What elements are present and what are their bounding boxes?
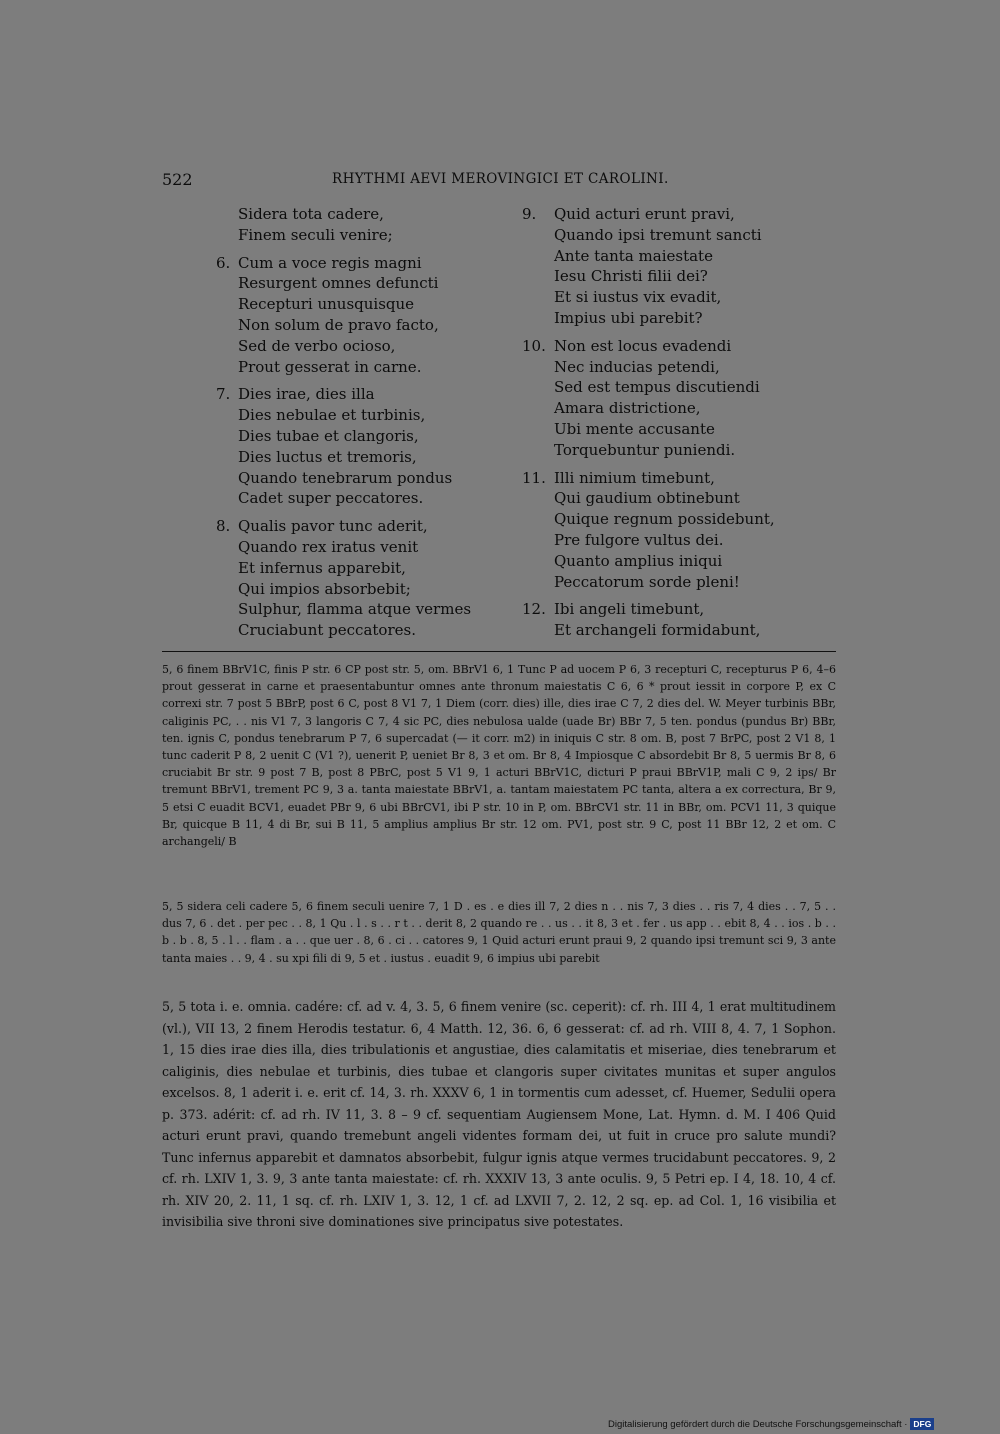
verse-line (522, 599, 822, 620)
verse-line (216, 599, 496, 620)
verse-line (522, 468, 822, 489)
verse-text: Sed de verbo ocioso, (238, 336, 396, 355)
verse-line (216, 384, 496, 405)
verse-text: Dies irae, dies illa (238, 385, 375, 404)
running-header (0, 170, 1000, 192)
verse-text: Et infernus apparebit, (238, 558, 406, 577)
verse-text: Cum a voce regis magni (238, 253, 422, 272)
stanza (216, 253, 496, 378)
verse-text: Cadet super peccatores. (238, 489, 424, 508)
verse-line (216, 405, 496, 426)
verse-text: Finem seculi venire; (238, 225, 393, 244)
stanza (216, 384, 496, 509)
verse-line (216, 253, 496, 274)
verse-line (216, 204, 496, 225)
verse-text: Quando ipsi tremunt sancti (554, 225, 762, 244)
page-number: 522 (162, 170, 193, 189)
footer-credit: Digitalisierung gefördert durch die Deutsche Forschungsgemeinschaft · (608, 1418, 908, 1430)
stanza-number: 12. (522, 600, 546, 619)
stanza-number: 6. (216, 253, 231, 272)
verse-line (216, 579, 496, 600)
verse-line (522, 398, 822, 419)
verse-text: Qui gaudium obtinebunt (554, 489, 740, 508)
stanza (522, 204, 822, 329)
verse-text: Torquebuntur puniendi. (554, 440, 736, 459)
verse-line (216, 315, 496, 336)
verse-line (522, 287, 822, 308)
verse-text: Recepturi unusquisque (238, 295, 415, 314)
notes-divider (162, 651, 836, 652)
verse-text: Resurgent omnes defuncti (238, 274, 439, 293)
verse-text: Ubi mente accusante (554, 419, 715, 438)
verse-text: Quid acturi erunt pravi, (554, 205, 735, 223)
stanza-number: 9. (522, 205, 537, 223)
verse-line (522, 204, 822, 225)
verse-line (216, 516, 496, 537)
verse-text: Qui impios absorbebit; (238, 579, 411, 598)
verse-line (216, 488, 496, 509)
digitization-footer (608, 1418, 934, 1430)
verse-text: Nec inducias petendi, (554, 357, 720, 376)
verse-text: Quanto amplius iniqui (554, 551, 723, 570)
verse-line (522, 530, 822, 551)
verse-line (216, 273, 496, 294)
verse-line (522, 266, 822, 287)
verse-text: Iesu Christi filii dei? (554, 267, 708, 286)
stanza (522, 468, 822, 593)
verse-text: Qualis pavor tunc aderit, (238, 517, 428, 536)
verse-line (216, 357, 496, 378)
verse-text: Quando rex iratus venit (238, 537, 419, 556)
stanza-number: 10. (522, 336, 546, 355)
verse-text: Amara districtione, (554, 399, 701, 418)
verse-line (522, 357, 822, 378)
verse-text: Dies tubae et clangoris, (238, 426, 419, 445)
poem-column-left (216, 204, 496, 648)
stanza (216, 516, 496, 641)
verse-text: Ante tanta maiestate (554, 246, 713, 265)
verse-text: Non solum de pravo facto, (238, 315, 439, 334)
verse-line (522, 419, 822, 440)
verse-line (522, 551, 822, 572)
verse-line (216, 468, 496, 489)
stanza-number: 7. (216, 385, 231, 404)
verse-line (216, 558, 496, 579)
verse-line (216, 447, 496, 468)
commentary-notes: 5, 5 tota i. e. omnia. cadére: cf. ad v. 4, 3. 5, 6 finem venire (sc. ceperit): cf. rh. III 4, 1 erat multitudinem (vl.), VII 13, 2 finem Herodis testatur. 6, 4 Matth. 12, 36. 6, 6 gesserat: cf. ad rh. VIII 8, 4. 7, 1 Sophon. 1, 15 dies irae dies illa, dies tribulationis et angustiae, dies calamitatis et miseriae, dies tenebrarum et caliginis, dies nebulae et turbinis, dies tubae et clangoris super civitates munitas et super angulos excelsos. 8, 1 aderit i. e. erit cf. 14, 3. rh. XXXV 6, 1 in tormentis cum adesset, cf. Huemer, Sedulii opera p. 373. adérit: cf. ad rh. IV 11, 3. 8 – 9 cf. sequentiam Augiensem Mone, Lat. Hymn. d. M. I 406 Quid acturi erunt pravi, quando tremebunt angeli videntes formam dei, ut fuit in cruce pro salute mundi? Tunc infernus apparebit et damnatos absorbebit, fulgur ignis atque vermes trucidabunt peccatores. 9, 2 cf. rh. LXIV 1, 3. 9, 3 ante tanta maiestate: cf. rh. XXXIV 13, 3 ante oculis. 9, 5 Petri ep. I 4, 18. 10, 4 cf. rh. XIV 20, 2. 11, 1 sq. cf. rh. LXIV 1, 3. 12, 1 cf. ad LXVII 7, 2. 12, 2 sq. ep. ad Col. 1, 16 visibilia et invisibilia sive throni sive dominationes sive principatus sive potestates. (162, 999, 836, 1229)
verse-text: Impius ubi parebit? (554, 308, 703, 327)
stanza-number: 11. (522, 468, 546, 487)
verse-text: Illi nimium timebunt, (554, 468, 715, 487)
manuscript-readings: 5, 5 sidera celi cadere 5, 6 finem seculi uenire 7, 1 D . es . e dies ill 7, 2 dies n . . nis 7, 3 dies . . ris 7, 4 dies . . 7, 5 . . dus 7, 6 . det . per pec . . 8, 1 Qu . l . s . . r t . . derit 8, 2 quando re . . us . . it 8, 3 et . fer . us app . . ebit 8, 4 . . ios . b . . b . b . 8, 5 . l . . flam . a . . que uer . 8, 6 . ci . . catores 9, 1 Quid acturi erunt praui 9, 2 quando ipsi tremunt sci 9, 3 ante tanta maies . . 9, 4 . su xpi fili di 9, 5 et . iustus . euadit 9, 6 impius ubi parebit (162, 900, 836, 965)
verse-line (522, 377, 822, 398)
stanza (522, 599, 822, 641)
stanza (522, 336, 822, 461)
verse-text: Quando tenebrarum pondus (238, 468, 453, 487)
verse-text: Ibi angeli timebunt, (554, 600, 705, 619)
verse-text: Dies luctus et tremoris, (238, 447, 417, 466)
poem-column-right (522, 204, 822, 648)
verse-line (522, 509, 822, 530)
verse-line (216, 426, 496, 447)
verse-text: Pre fulgore vultus dei. (554, 530, 724, 549)
verse-text: Quique regnum possidebunt, (554, 510, 775, 529)
verse-text: Cruciabunt peccatores. (238, 621, 416, 640)
verse-text: Et si iustus vix evadit, (554, 288, 722, 307)
verse-text: Non est locus evadendi (554, 336, 732, 355)
verse-line (522, 246, 822, 267)
stanza-number: 8. (216, 517, 231, 536)
verse-text: Peccatorum sorde pleni! (554, 572, 740, 591)
verse-text: Dies nebulae et turbinis, (238, 406, 426, 425)
verse-line (216, 620, 496, 641)
verse-text: Prout gesserat in carne. (238, 357, 422, 376)
verse-line (522, 308, 822, 329)
verse-line (522, 336, 822, 357)
running-title: RHYTHMI AEVI MEROVINGICI ET CAROLINI. (332, 171, 669, 187)
verse-line (216, 225, 496, 246)
verse-line (216, 336, 496, 357)
verse-line (216, 294, 496, 315)
dfg-logo: DFG (910, 1418, 934, 1430)
critical-apparatus: 5, 6 finem BBrV1C, finis P str. 6 CP post str. 5, om. BBrV1 6, 1 Tunc P ad uocem P 6, 3 recepturi C, recepturus P 6, 4–6 prout gesserat in carne et praesentabuntur omnes ante thronum maiestatis C 6, 6 * prout iessit in corpore P, ex C correxi str. 7 post 5 BBrP, post 6 C, post 8 V1 7, 1 Diem (corr. dies) ille, dies irae C 7, 2 dies del. W. Meyer turbinis BBr, caliginis PC, . . nis V1 7, 3 langoris C 7, 4 sic PC, dies nebulosa ualde (uade Br) BBr 7, 5 ten. pondus (pundus Br) BBr, ten. ignis C, pondus tenebrarum P 7, 6 supercadat (— it corr. m2) in iniquis C str. 8 om. B, post 7 BrPC, post 2 V1 8, 1 tunc caderit P 8, 2 uenit C (V1 ?), uenerit P, ueniet Br 8, 3 et om. Br 8, 4 Impiosque C absordebit Br 8, 5 uermis Br 8, 6 cruciabit Br str. 9 post 7 B, post 8 PBrC, post 5 V1 9, 1 acturi BBrV1C, dicturi P praui BBrV1P, mali C 9, 2 ips/ Br tremunt BBrV1, trement PC 9, 3 a. tanta maiestate BBrV1, a. tantam maiestatem PC tanta, altera a ex correctura, Br 9, 5 etsi C euadit BCV1, euadet PBr 9, 6 ubi BBrCV1, ibi P str. 10 in P, om. BBrCV1 str. 11 in BBr, om. PCV1 11, 3 quique Br, quicque B 11, 4 di Br, sui B 11, 5 amplius amplius Br str. 12 om. PV1, post str. 9 C, post 11 BBr 12, 2 et om. C archangeli/ B (162, 663, 836, 849)
verse-text: Sulphur, flamma atque vermes (238, 600, 472, 619)
verse-text: Et archangeli formidabunt, (554, 621, 761, 640)
verse-line (522, 572, 822, 593)
verse-line (522, 225, 822, 246)
stanza (216, 204, 496, 246)
verse-line (522, 620, 822, 641)
verse-line (216, 537, 496, 558)
verse-line (522, 440, 822, 461)
verse-line (522, 488, 822, 509)
verse-text: Sidera tota cadere, (238, 205, 384, 223)
verse-text: Sed est tempus discutiendi (554, 378, 760, 397)
